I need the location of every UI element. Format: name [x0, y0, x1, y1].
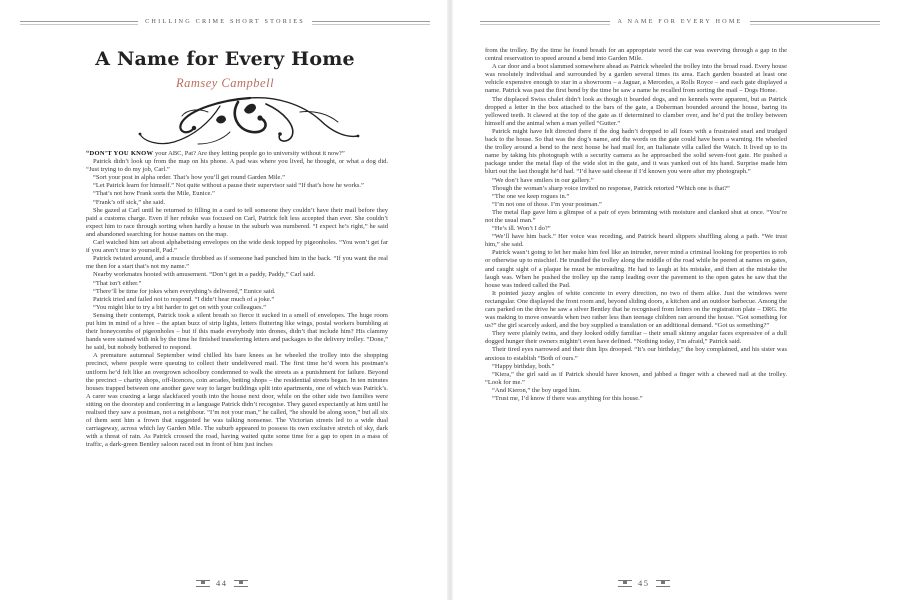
paragraph: It pointed jazzy angles of white concrete in every direction, no two of them alike. Just the windows were rectangular. One displayed the front room and, beyond sliding doors, a kitchen and an outdoor barbecue. Among the cars parked on the drive he saw a silver Bentley that he recognised from letters on the registration plate – DRG. He was making to move onwards when two rather less than teenage children ran around the house. “Got something for us?” the girl scarcely asked, and the boy supplied a translation or an additional demand. “Got us something?”	[485, 289, 787, 330]
paragraph: Though the woman’s sharp voice invited no response, Patrick retorted “Which one is that?”	[492, 184, 730, 192]
paragraph: They were plainly twins, and they looked oddly familiar – their small skinny angular faces expressive of a dull dogged hunger their owners mightn’t even have defined. “Nothing today, I’m afraid,” Patrick said.	[485, 330, 787, 346]
flourish-ornament-icon	[70, 92, 370, 148]
right-running-head-text: A NAME FOR EVERY HOME	[610, 18, 749, 25]
paragraph: A car door and a boot slammed somewhere ahead as Patrick wheeled the trolley into the broad road. Every house was resolutely individual and surrounded by a garden several times its area. Each garden boasted at least one vehicle expensive enough to star in a showroom – a Jaguar, a Mercedes, a Rolls Royce – and each gate displayed a name. Patrick was past the first bend by the time he saw a name he recalled from sorting the mail – Dogs Home.	[485, 63, 787, 95]
paragraph: Patrick tried and failed not to respond. “I didn’t hear much of a joke.”	[93, 295, 275, 303]
paragraph: “Let Patrick learn for himself.” Not quite without a pause their supervisor said “If that’s how he works.”	[93, 182, 364, 190]
paragraph: “That’s not how Frank sorts the Mile, Eunice.”	[93, 190, 215, 198]
paragraph: “That isn’t either.”	[93, 279, 142, 287]
folio-ornament-icon	[656, 580, 670, 587]
paragraph: Patrick twisted around, and a muscle throbbed as if someone had punched him in the back. “If you want the real me then for a start that’s not my name.”	[86, 255, 388, 271]
paragraph: “Trust me, I’d know if there was anything for this house.”	[492, 395, 643, 403]
paragraph: Patrick wasn’t going to let her make him feel like an intruder, never mind a criminal looking for properties to rob or otherwise up to mischief. He trundled the trolley along the middle of the road while he peered at names on gates, and caught sight of a plaque he must be misreading. He had to laugh at his mistake, and then at the mistake the laugh was. When he pushed the trolley up the ramp leading over the pavement to the open gates he saw that the house was indeed called the Pad.	[485, 249, 787, 289]
paragraph: from the trolley. By the time he found breath for an appropriate word the car was swerving through a gap in the central reservation to speed around a bend into Garden Mile.	[485, 47, 787, 63]
opening-text: your ABC, Pat? Are they letting people go to university without it now?”	[153, 150, 345, 157]
folio-ornament-icon	[234, 580, 248, 587]
story-title: A Name for Every Home	[95, 48, 355, 70]
right-running-head	[480, 16, 880, 30]
story-author: Ramsey Campbell	[175, 76, 275, 90]
paragraph: “We don’t have smilers in our gallery.”	[492, 176, 594, 184]
right-folio	[618, 578, 670, 588]
folio-ornament-icon	[196, 580, 210, 587]
paragraph: “Kiera,” the girl said as if Patrick should have known, and jabbed a finger with a chewed nail at the trolley. “Look for me.”	[485, 370, 787, 386]
opening-small-caps: “DON’T YOU KNOW	[86, 150, 154, 157]
paragraph: “Happy birthday, both.”	[492, 362, 555, 370]
paragraph: “The one we keep rogues in.”	[492, 192, 570, 200]
story-title-block	[60, 44, 390, 91]
paragraph: The displaced Swiss chalet didn’t look as though it boarded dogs, and no kennels were apparent, but as Patrick dropped a letter in the box attached to the bars of the gate, a Doberman bounded around the house, baring its yellowed teeth. It clawed at the top of the gate as if determined to clamber over, and he’d put the trolley between himself and the animal when a man yelled “Gutter.”	[485, 95, 787, 127]
right-body-text	[485, 47, 787, 403]
paragraph: “He’s ill. Won’t I do?”	[492, 225, 551, 233]
left-body-text	[86, 150, 388, 449]
paragraph: “We’ll have him back.” Her voice was receding, and Patrick heard slippers shuffling along a path. “We trust him,” she said.	[485, 233, 787, 249]
page-number: 44	[216, 578, 228, 588]
paragraph: “And Kieron,” the boy urged him.	[492, 386, 581, 394]
paragraph: She gazed at Carl until he returned to filling in a card to tell someone they couldn’t have their mail before they paid a customs charge. Even if her rebuke was focused on Carl, Patrick felt less accepted than ever. She couldn’t expect him to race through sorting when hardly a house in the suburb was numbered. “I expect he’s right,” he said and abandoned searching for house names on the map.	[86, 206, 388, 238]
left-running-head	[20, 16, 430, 30]
folio-ornament-icon	[618, 580, 632, 587]
paragraph: Their tired eyes narrowed and their thin lips drooped. “It’s our birthday,” the boy complained, and his sister was anxious to establish “Both of ours.”	[485, 346, 787, 362]
paragraph: Patrick didn’t look up from the map on his phone. A pad was where you lived, he thought, or what a dog did. “Just trying to do my job, Carl.”	[86, 158, 388, 174]
paragraph: “You might like to try a bit harder to get on with your colleagues.”	[93, 303, 266, 311]
paragraph: “Frank’s off sick,” she said.	[93, 198, 166, 206]
left-folio	[196, 578, 248, 588]
paragraph: Carl watched him set about alphabetising envelopes on the wide desk topped by pigeonholes. “You won’t get far if you aren’t true to yourself, Pad.”	[86, 239, 388, 255]
right-page	[450, 0, 900, 600]
paragraph: “Sort your post in alpha order. That’s how you’ll get round Garden Mile.”	[93, 174, 285, 182]
paragraph: A premature autumnal September wind chilled his bare knees as he wheeled the trolley into the shopping precinct, where people were queuing to collect their undelivered mail. The first time he’d worn his postman’s uniform he’d felt like an overgrown schoolboy condemned to walk the streets as a punishment for failure. Beyond the precinct – charity shops, off-licences, coin arcades, betting shops – the residential streets began. In ten minutes houses trapped between one another gave way to larger buildings split into apartments, one of which was Patrick’s. A carer was coaxing a large slackfaced youth into the house next door, while on the other side two families were sitting on the doorstep and conferring in a language Patrick didn’t recognise. They gazed expectantly at him until he realised they saw a postman, not a neighbour. “I’m not your man,” he called, “he should be along soon,” but all six of them sent him a frown that suggested he was talking nonsense. The Victorian streets led to a wide dual carriageway, across which lay Garden Mile. The suburb appeared to possess its own exclusive stretch of sky, dark with a threat of rain. As Patrick crossed the road, having waited quite some time for a gap to open in a mass of traffic, a dark-green Bentley saloon raced out in front of him just inches	[86, 352, 388, 449]
paragraph: Patrick might have felt directed there if the dog hadn’t dropped to all fours with a frustrated snarl and trudged back to the house. So that was the dog’s name, and the words on the gate could have been a warning. He wheeled the trolley around a bend to the next house he had mail for, an Italianate villa called the Watch. It lived up to its name by taking his photograph with a security camera as he approached the solid seven-foot gate. He pushed a package under the metal flap of the wide slot in the gate, and it was yanked out of his hand. Surprise made him blurt out the last thought he’d had. “I’d have said cheese if I’d known you were after my photograph.”	[485, 127, 787, 176]
left-running-head-text: CHILLING CRIME SHORT STORIES	[138, 18, 312, 25]
paragraph: “I’m not one of those. I’m your postman.”	[492, 200, 602, 208]
paragraph: Sensing their contempt, Patrick took a silent breath so fierce it sucked in a smell of envelopes. The huge room put him in mind of a hive – the apian buzz of strip lights, letters fluttering like wings, postal workers bumbling at their honeycombs of pigeonholes – but if this made everybody into drones, didn’t that include him? His clammy hands were stained with ink by the time he finished transferring letters and packages to the delivery trolley. “Done,” he said, but nobody bothered to respond.	[86, 311, 388, 352]
opening-paragraph	[86, 150, 388, 158]
paragraph: The metal flap gave him a glimpse of a pair of eyes brimming with moisture and clanked shut at once. “You’re not the usual man.”	[485, 208, 787, 224]
paragraph: “There’ll be time for jokes when everything’s delivered,” Eunice said.	[93, 287, 276, 295]
paragraph: Nearby workmates hooted with amusement. “Don’t get in a paddy, Paddy,” Carl said.	[93, 271, 316, 279]
page-number: 45	[638, 578, 650, 588]
